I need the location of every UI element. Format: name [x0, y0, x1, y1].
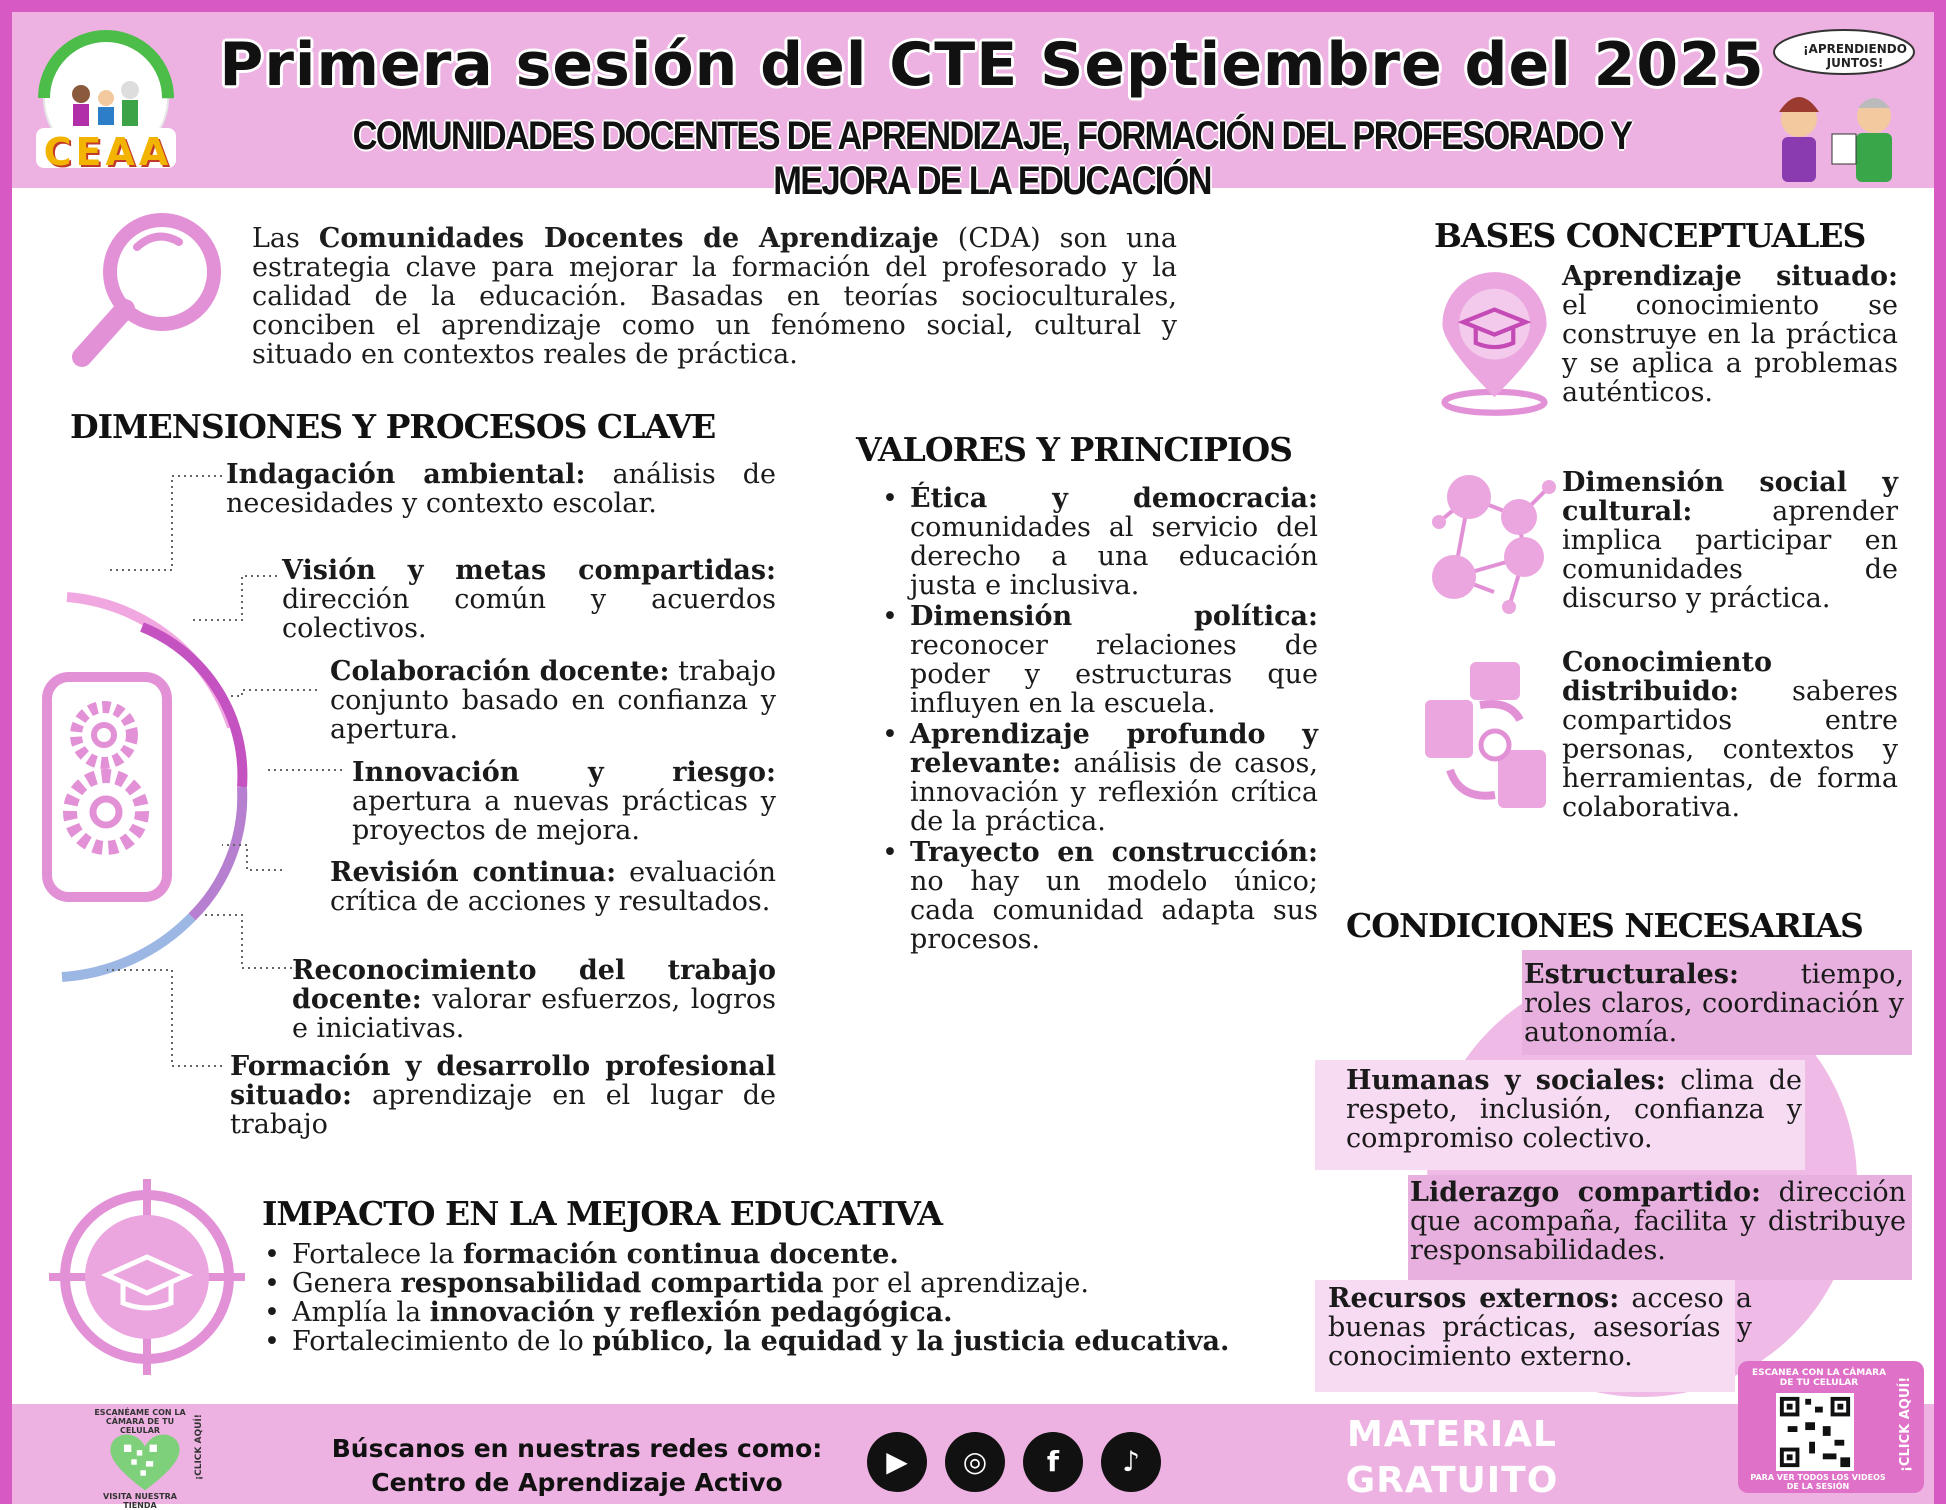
dim-item-revision: Revisión continua: evaluación crítica de acciones y resultados. — [330, 857, 776, 917]
impacto-item: • Fortalece la formación continua docente. — [258, 1240, 1298, 1269]
free-material-label — [1342, 1412, 1562, 1504]
store-click-label[interactable]: ¡CLICK AQUÍ! — [194, 1414, 204, 1480]
location-graduation-icon — [1432, 270, 1557, 420]
impacto-item: • Amplía la innovación y reflexión pedagógica. — [258, 1298, 1298, 1327]
valor-item: • Aprendizaje profundo y relevante: análisis de casos, innovación y reflexión crítica de la práctica. — [876, 720, 1318, 836]
valores-list — [876, 484, 1318, 956]
network-people-icon — [1424, 467, 1564, 617]
dim-item-indagacion: Indagación ambiental: análisis de necesidades y contexto escolar. — [226, 459, 776, 519]
store-qr-caption-top: ESCANÉAME CON LA CÁMARA DE TU CELULAR — [94, 1408, 186, 1435]
condicion-humanas: Humanas y sociales: clima de respeto, inclusión, confianza y compromiso colectivo. — [1346, 1065, 1802, 1154]
videos-qr-code[interactable] — [1776, 1393, 1854, 1471]
magnifier-icon — [67, 207, 227, 377]
valores-heading: VALORES Y PRINCIPIOS — [856, 430, 1292, 469]
page-title: Primera sesión del CTE Septiembre del 2025 — [219, 30, 1765, 100]
impacto-item: • Genera responsabilidad compartida por el aprendizaje. — [258, 1269, 1298, 1298]
videos-click-label[interactable]: ¡CLICK AQUÍ! — [1898, 1376, 1913, 1472]
shared-knowledge-icon — [1420, 660, 1550, 810]
base-item-aprendizaje-situado: Aprendizaje situado: el conocimiento se construye en la práctica y se aplica a problemas auténticos. — [1562, 261, 1898, 408]
valor-item: • Trayecto en construcción: no hay un modelo único; cada comunidad adapta sus procesos. — [876, 838, 1318, 954]
dim-item-colaboracion: Colaboración docente: trabajo conjunto basado en confianza y apertura. — [330, 656, 776, 745]
target-graduation-icon — [47, 1177, 247, 1377]
social-callout-line2: Centro de Aprendizaje Activo — [371, 1468, 783, 1497]
page-subtitle: COMUNIDADES DOCENTES DE APRENDIZAJE, FORMACIÓN DEL PROFESORADO Y MEJORA DE LA EDUCACIÓN — [352, 114, 1632, 203]
impacto-item: • Fortalecimiento de lo público, la equidad y la justicia educativa. — [258, 1327, 1298, 1356]
valor-item: • Dimensión política: reconocer relaciones de poder y estructuras que influyen en la escuela. — [876, 602, 1318, 718]
dimensiones-heading: DIMENSIONES Y PROCESOS CLAVE — [70, 407, 716, 446]
intro-paragraph: Las Comunidades Docentes de Aprendizaje (CDA) son una estrategia clave para mejorar la formación del profesorado y la calidad de la educación. Basadas en teorías socioculturales, conciben el aprendizaje como un fenómeno social, cultural y situado en contextos reales de práctica. — [252, 223, 1177, 370]
base-item-dimension-social: Dimensión social y cultural: aprender implica participar en comunidades de discurso y práctica. — [1562, 467, 1898, 614]
dim-item-innovacion: Innovación y riesgo: apertura a nuevas prácticas y proyectos de mejora. — [352, 757, 776, 846]
youtube-icon[interactable]: ▶ — [867, 1432, 927, 1492]
social-callout-line1: Búscanos en nuestras redes como: — [331, 1434, 823, 1463]
material-line2: GRATUITO — [1345, 1460, 1559, 1501]
dim-item-reconocimiento: Reconocimiento del trabajo docente: valorar esfuerzos, logros e iniciativas. — [292, 955, 776, 1044]
impacto-list — [258, 1240, 1298, 1356]
videos-qr-caption-bottom: PARA VER TODOS LOS VIDEOS DE LA SESIÓN — [1750, 1473, 1886, 1491]
store-qr-code[interactable] — [100, 1430, 190, 1494]
condicion-recursos: Recursos externos: acceso a buenas prácticas, asesorías y conocimiento externo. — [1328, 1283, 1752, 1372]
instagram-icon[interactable]: ◎ — [945, 1432, 1005, 1492]
condiciones-heading: CONDICIONES NECESARIAS — [1346, 906, 1863, 945]
tiktok-icon[interactable]: ♪ — [1101, 1432, 1161, 1492]
dim-item-formacion: Formación y desarrollo profesional situado: aprendizaje en el lugar de trabajo — [230, 1051, 776, 1140]
facebook-icon[interactable]: f — [1023, 1432, 1083, 1492]
videos-qr-caption-top: ESCANEA CON LA CÁMARA DE TU CELULAR — [1751, 1368, 1887, 1388]
base-item-conocimiento-distribuido: Conocimiento distribuido: saberes compartidos entre personas, contextos y herramientas, de forma colaborativa. — [1562, 647, 1898, 823]
condicion-liderazgo: Liderazgo compartido: dirección que acompaña, facilita y distribuye responsabilidades. — [1410, 1177, 1906, 1266]
material-line1: MATERIAL — [1347, 1414, 1557, 1455]
condicion-estructurales: Estructurales: tiempo, roles claros, coordinación y autonomía. — [1524, 959, 1904, 1048]
valor-item: • Ética y democracia: comunidades al servicio del derecho a una educación justa e inclusiva. — [876, 484, 1318, 600]
store-qr-caption-bottom: VISITA NUESTRA TIENDA — [103, 1492, 177, 1510]
dim-item-vision: Visión y metas compartidas: dirección común y acuerdos colectivos. — [282, 555, 776, 644]
bases-heading: BASES CONCEPTUALES — [1434, 216, 1866, 255]
impacto-heading: IMPACTO EN LA MEJORA EDUCATIVA — [262, 1194, 942, 1233]
logo-letters: CEAA — [43, 130, 173, 174]
speech-bubble: ¡APRENDIENDO JUNTOS! — [1803, 42, 1907, 70]
dotted-connectors — [102, 470, 302, 1070]
social-callout — [297, 1432, 857, 1500]
